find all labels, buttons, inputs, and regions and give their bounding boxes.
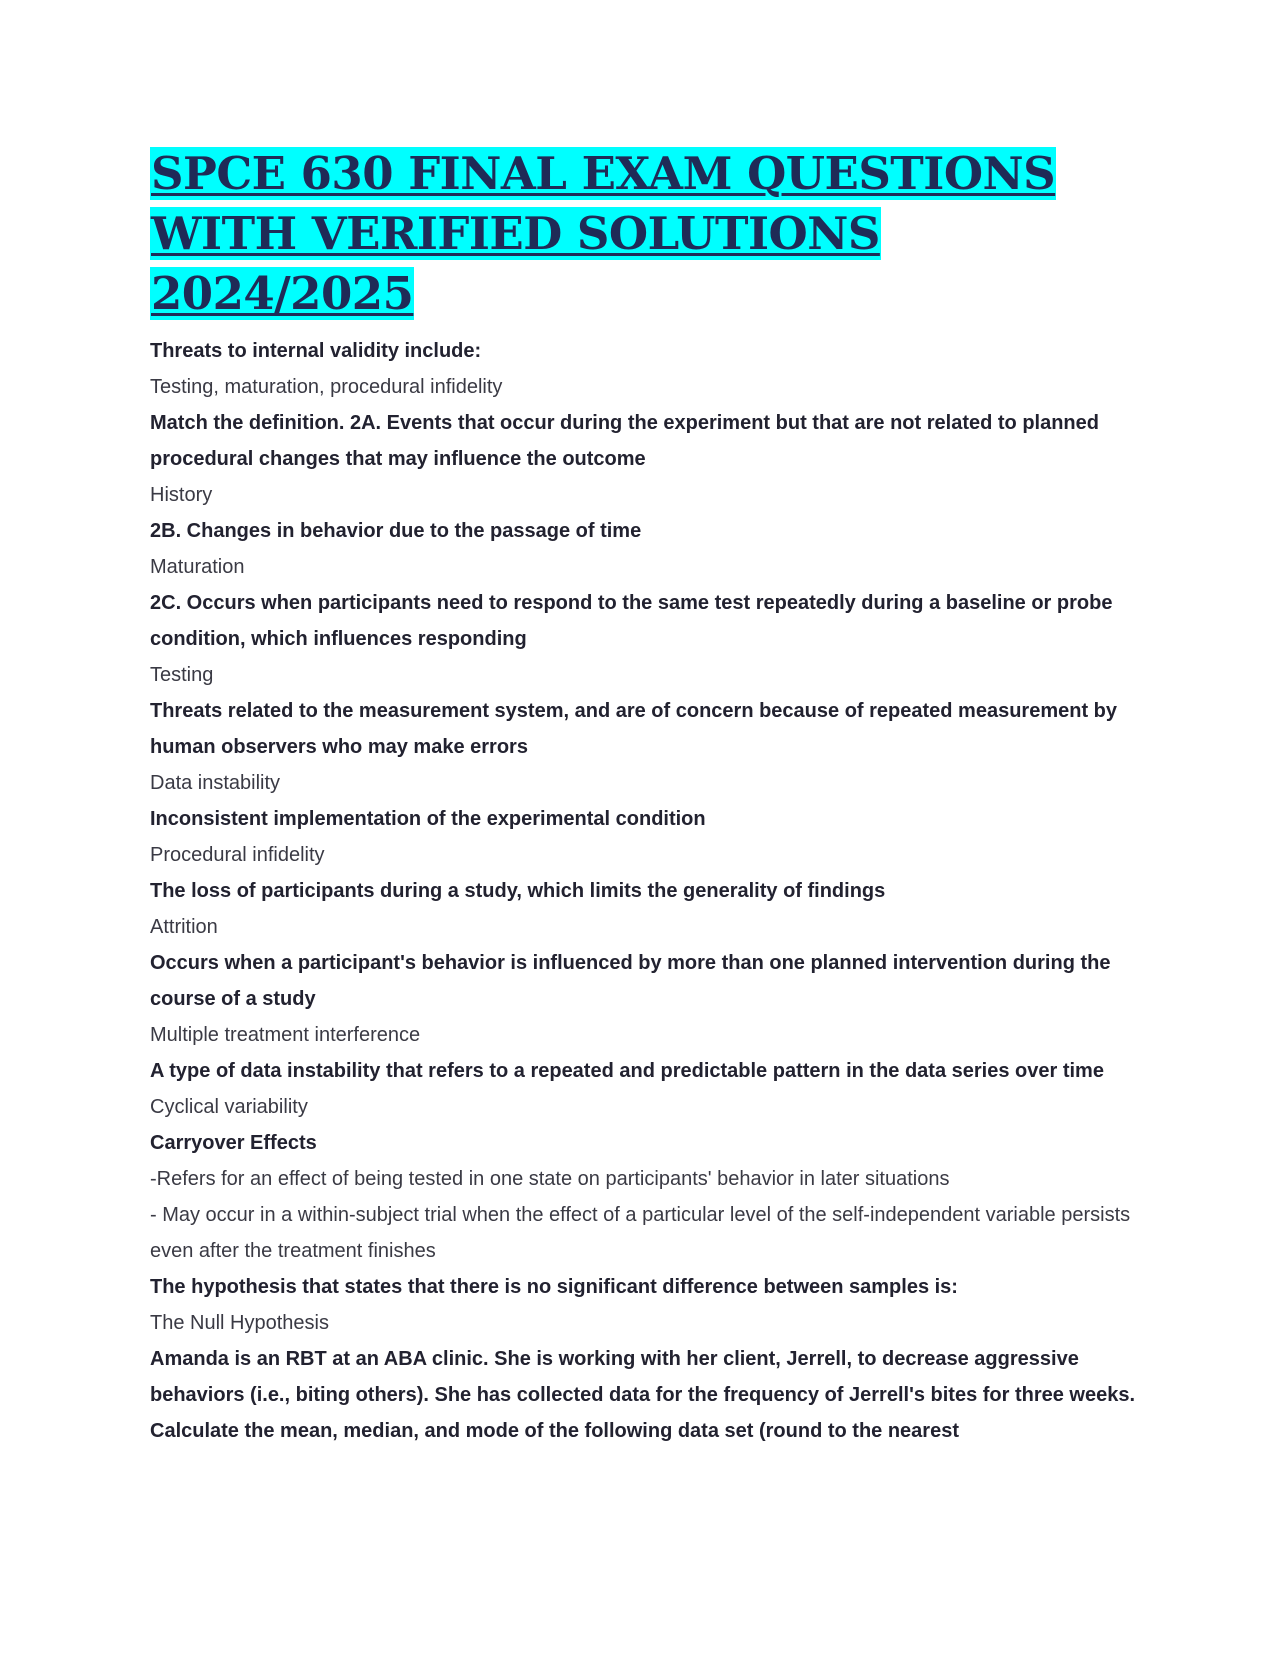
answer-text: Data instability [150, 772, 281, 794]
question-text: The loss of participants during a study, which limits the generality of findings [150, 880, 886, 902]
answer-text: Procedural infidelity [150, 844, 325, 866]
question-text: Threats related to the measurement system, and are of concern because of repeated measurement by human observers who may make errors [150, 700, 1118, 758]
question-text: 2C. Occurs when participants need to respond to the same test repeatedly during a baseline or probe condition, which influences responding [150, 592, 1113, 650]
question-text: 2B. Changes in behavior due to the passage of time [150, 520, 642, 542]
answer-text: Attrition [150, 916, 218, 938]
qa-list [150, 333, 1150, 1449]
question-text: Inconsistent implementation of the experimental condition [150, 808, 706, 830]
answer-text: Cyclical variability [150, 1096, 308, 1118]
title-highlight: SPCE 630 FINAL EXAM QUESTIONS WITH VERIFIED SOLUTIONS 2024/2025 [151, 147, 1056, 320]
answer-text: - May occur in a within-subject trial when the effect of a particular level of the self-independent variable persists even after the treatment finishes [150, 1204, 1131, 1262]
question-text: Occurs when a participant's behavior is influenced by more than one planned intervention during the course of a study [150, 952, 1111, 1010]
answer-text: Maturation [150, 556, 245, 578]
answer-text: -Refers for an effect of being tested in one state on participants' behavior in later situations [150, 1168, 950, 1190]
question-text: Carryover Effects [150, 1132, 317, 1154]
question-text: A type of data instability that refers to a repeated and predictable pattern in the data series over time [150, 1060, 1104, 1082]
answer-text: Testing [150, 664, 214, 686]
question-text: Threats to internal validity include: [150, 340, 482, 362]
question-text: Amanda is an RBT at an ABA clinic. She is working with her client, Jerrell, to decrease aggressive behaviors (i.e., biting others). She has collected data for the frequency of Jerrell's bites for three weeks. Calculate the mean, median, and mode of the following data set (round to the nearest [150, 1348, 1136, 1442]
answer-text: Multiple treatment interference [150, 1024, 421, 1046]
question-text: Match the definition. 2A. Events that occur during the experiment but that are not related to planned procedural changes that may influence the outcome [150, 412, 1099, 470]
question-text: The hypothesis that states that there is no significant difference between samples is: [150, 1276, 958, 1298]
answer-text: History [150, 484, 213, 506]
answer-text: The Null Hypothesis [150, 1312, 329, 1334]
answer-text: Testing, maturation, procedural infidelity [150, 376, 503, 398]
document-title [150, 144, 1150, 324]
